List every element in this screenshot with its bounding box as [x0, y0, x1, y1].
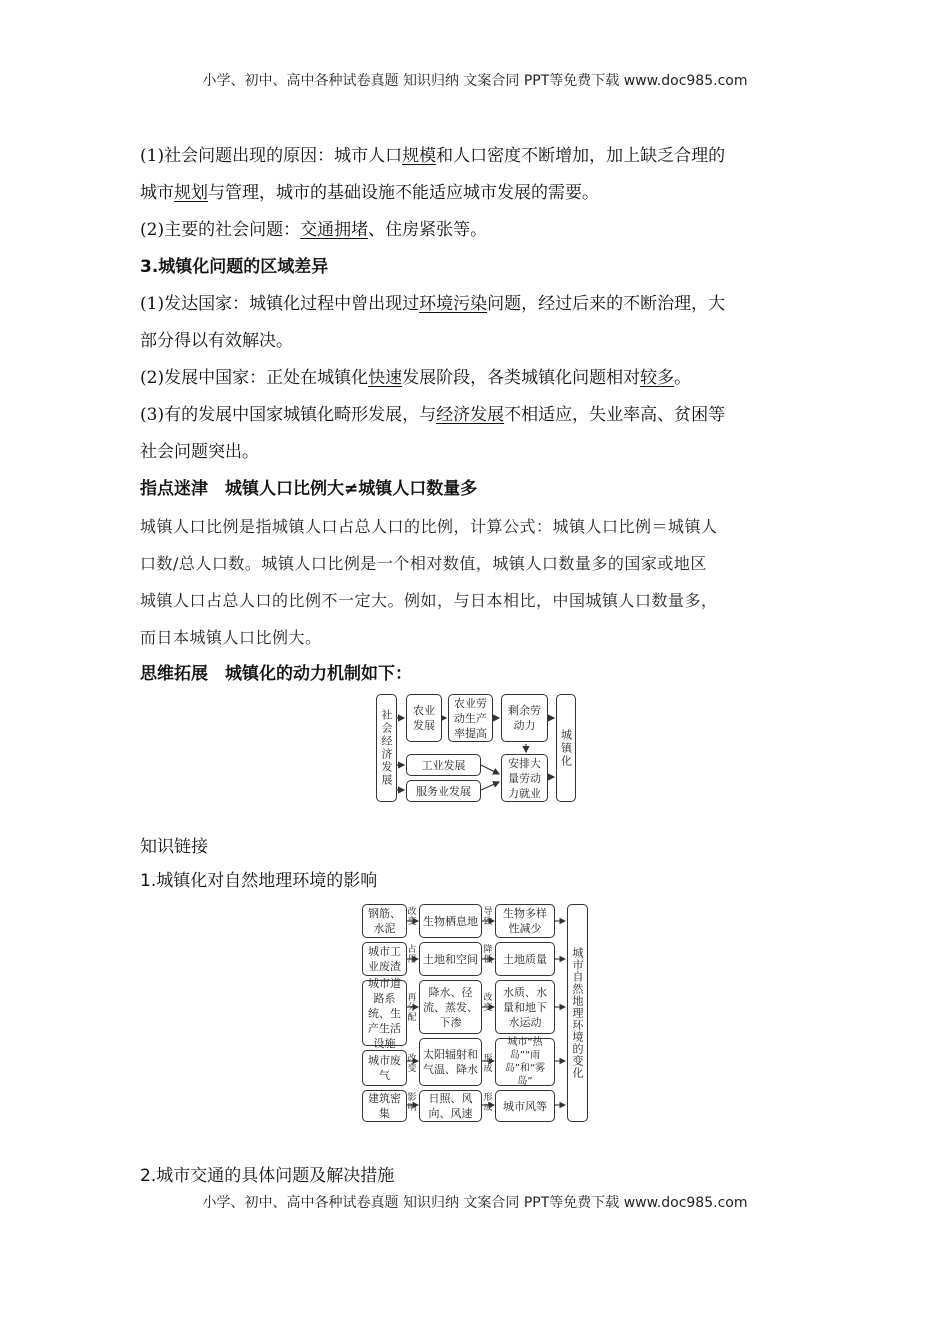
social-economic-box: 社会经济发展 — [376, 694, 397, 802]
result-islands: 城市“热岛”“雨岛”和“雾岛” — [495, 1038, 555, 1086]
environment-impact-diagram — [362, 902, 588, 1122]
tip-line-1: 城镇人口比例是指城镇人口占总人口的比例，计算公式：城镇人口比例＝城镇人 — [140, 517, 718, 536]
mid-water-cycle: 降水、径流、蒸发、下渗 — [419, 980, 482, 1034]
tip-line-2: 口数/总人口数。城镇人口比例是一个相对数值，城镇人口数量多的国家或地区 — [140, 554, 707, 573]
verb-form-4: 形成 — [483, 1054, 493, 1074]
result-city-wind: 城市风等 — [495, 1090, 555, 1122]
result-water: 水质、水量和地下水运动 — [495, 980, 555, 1034]
mid-habitat: 生物栖息地 — [419, 904, 482, 938]
extension-heading: 思维拓展 城镇化的动力机制如下： — [140, 664, 412, 684]
mid-sunlight-wind: 日照、风向、风速 — [419, 1090, 482, 1122]
verb-lead-1: 导致 — [483, 907, 493, 927]
verb-affect-5: 影响 — [407, 1093, 417, 1113]
service-box: 服务业发展 — [406, 780, 481, 802]
source-roads-facilities: 城市道路系统、生产生活设施 — [362, 980, 407, 1046]
source-industrial-waste: 城市工业废渣 — [362, 942, 407, 976]
verb-redistribute-3: 再分配 — [407, 993, 417, 1023]
paragraph-1: (1)社会问题出现的原因：城市人口规模和人口密度不断增加，加上缺乏合理的 城市规划与管理，城市的基础设施不能适应城市发展的需要。 — [140, 146, 726, 203]
paragraph-5: (3)有的发展中国家城镇化畸形发展，与经济发展不相适应，失业率高、贫困等 社会问题突出。 — [140, 405, 726, 462]
mid-land-space: 土地和空间 — [419, 942, 482, 976]
source-buildings: 建筑密集 — [362, 1090, 407, 1122]
source-exhaust: 城市废气 — [362, 1050, 407, 1086]
paragraph-3: (1)发达国家：城镇化过程中曾出现过环境污染问题，经过后来的不断治理，大 部分得以有效解决。 — [140, 294, 726, 351]
link2-heading: 2.城市交通的具体问题及解决措施 — [140, 1166, 395, 1186]
verb-change-3: 改变 — [483, 993, 493, 1013]
tip-heading: 指点迷津 城镇人口比例大≠城镇人口数量多 — [140, 479, 478, 499]
verb-change-4: 改变 — [407, 1054, 417, 1074]
verb-occupy-2: 占用 — [407, 945, 417, 965]
link1-heading: 1.城镇化对自然地理环境的影响 — [140, 871, 378, 891]
verb-change-1: 改变 — [407, 907, 417, 927]
main-content — [140, 138, 812, 693]
verb-reduce-2: 降低 — [483, 945, 493, 965]
surplus-labor-box: 剩余劳动力 — [501, 694, 548, 742]
paragraph-4: (2)发展中国家：正处在城镇化快速发展阶段，各类城镇化问题相对较多。 — [140, 368, 692, 388]
source-steel-cement: 钢筋、水泥 — [362, 904, 407, 938]
urbanization-box: 城镇化 — [556, 694, 576, 802]
knowledge-link-heading: 知识链接 — [140, 837, 208, 857]
agriculture-box: 农业发展 — [406, 694, 442, 742]
result-biodiversity: 生物多样性减少 — [495, 904, 555, 938]
industry-box: 工业发展 — [406, 754, 481, 776]
labor-productivity-box: 农业劳动生产率提高 — [448, 694, 493, 742]
mid-radiation: 太阳辐射和气温、降水 — [419, 1038, 482, 1086]
result-land-quality: 土地质量 — [495, 942, 555, 976]
paragraph-2: (2)主要的社会问题：交通拥堵、住房紧张等。 — [140, 220, 488, 240]
page-header: 小学、初中、高中各种试卷真题 知识归纳 文案合同 PPT等免费下载 www.doc985.com — [202, 73, 748, 89]
environment-change-box: 城市自然地理环境的变化 — [567, 904, 588, 1122]
employment-box: 安排大量劳动力就业 — [501, 754, 548, 802]
tip-line-4: 而日本城镇人口比例大。 — [140, 628, 322, 647]
section-heading-3: 3.城镇化问题的区域差异 — [140, 257, 329, 277]
verb-form-5: 形成 — [483, 1093, 493, 1113]
urbanization-dynamics-diagram — [376, 692, 576, 804]
page-footer: 小学、初中、高中各种试卷真题 知识归纳 文案合同 PPT等免费下载 www.doc985.com — [202, 1195, 748, 1211]
tip-line-3: 城镇人口占总人口的比例不一定大。例如，与日本相比，中国城镇人口数量多， — [140, 591, 718, 610]
